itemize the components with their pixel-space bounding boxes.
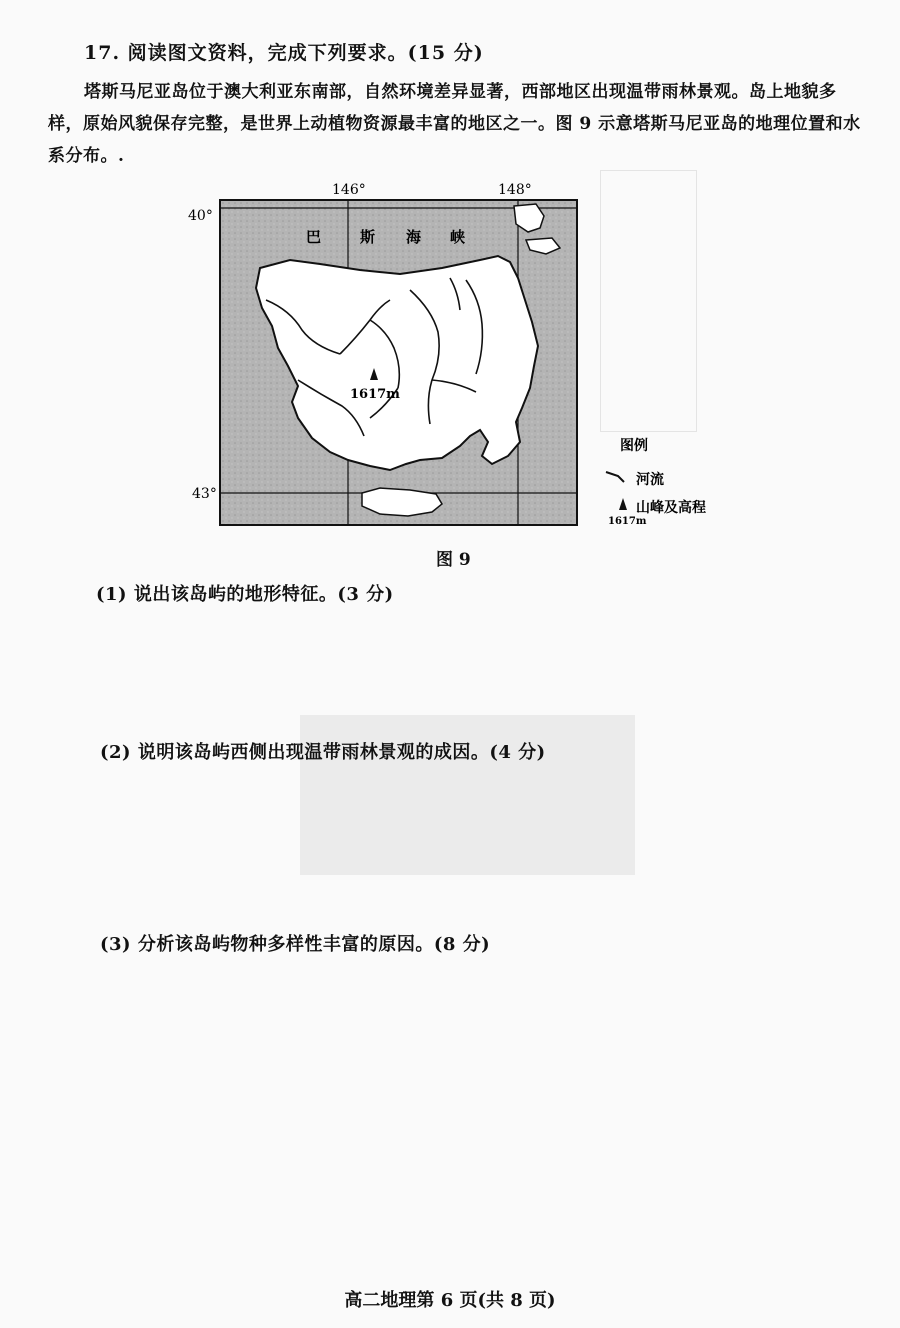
strait-label-4: 峡 [450,228,466,246]
strait-label-2: 斯 [360,228,376,246]
page-footer: 高二地理第 6 页(共 8 页) [344,1290,556,1311]
legend-peak-icon [619,498,627,510]
legend-title: 图例 [620,438,648,454]
sub-question-3: (3) 分析该岛屿物种多样性丰富的原因。(8 分) [100,934,491,955]
lat-43-label: 43° [192,486,217,502]
legend-peak-sample: 1617m [608,516,647,527]
legend-peak-label: 山峰及高程 [636,500,706,516]
sub-question-1: (1) 说出该岛屿的地形特征。(3 分) [96,584,394,605]
sub-question-2: (2) 说明该岛屿西侧出现温带雨林景观的成因。(4 分) [100,742,546,763]
legend-river-icon [606,472,624,482]
question-paragraph: 塔斯马尼亚岛位于澳大利亚东南部，自然环境差异显著，西部地区出现温带雨林景观。岛上地貌多样，原始风貌保存完整，是世界上动植物资源最丰富的地区之一。图 9 示意塔斯马尼亚岛的地理位置和水系分布。. [48,82,861,166]
lon-148-label: 148° [498,182,532,198]
strait-label-1: 巴 [306,228,322,246]
lat-40-label: 40° [188,208,213,224]
question-heading: 17. 阅读图文资料，完成下列要求。(15 分) [84,42,484,64]
map-legend [606,437,706,527]
figure-9-map [180,160,740,580]
figure-caption: 图 9 [436,550,471,570]
strait-label-3: 海 [406,228,422,246]
legend-river-label: 河流 [636,472,664,488]
peak-elevation-label: 1617m [350,387,400,402]
map-svg [180,160,740,580]
lon-146-label: 146° [332,182,366,198]
